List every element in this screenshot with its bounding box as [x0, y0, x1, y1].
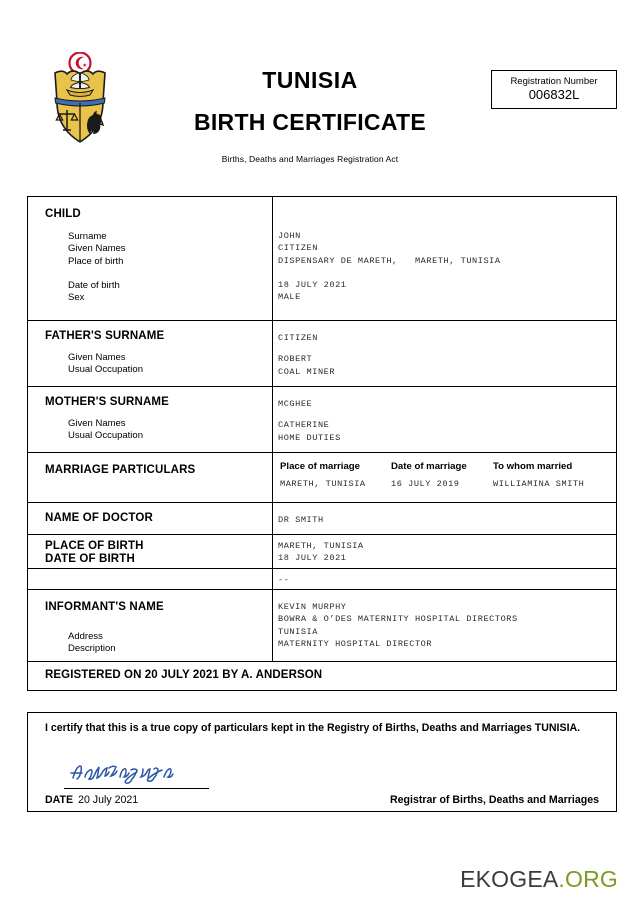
child-heading: CHILD — [45, 208, 81, 220]
child-sex-value: MALE — [278, 292, 301, 303]
certification-date — [45, 794, 138, 806]
document-header — [0, 0, 643, 190]
father-surname-value: CITIZEN — [278, 333, 318, 343]
mother-heading: MOTHER'S SURNAME — [45, 396, 169, 408]
child-given-names-label: Given Names — [68, 243, 126, 255]
marriage-date-label: Date of marriage — [391, 461, 467, 472]
date-of-birth-heading: DATE OF BIRTH — [45, 553, 135, 565]
mother-labels — [28, 387, 272, 443]
informant-values — [273, 590, 616, 650]
certificate-details-table — [27, 196, 617, 691]
handwritten-signature-icon — [68, 759, 238, 785]
child-labels — [28, 197, 272, 304]
mother-values — [273, 387, 616, 444]
informant-heading: INFORMANT'S NAME — [45, 601, 164, 613]
father-values — [273, 321, 616, 378]
mother-surname-value: MCGHEE — [278, 399, 313, 409]
page-title: BIRTH CERTIFICATE — [193, 109, 427, 136]
informant-organisation-value: BOWRA & O’DES MATERNITY HOSPITAL DIRECTORS — [278, 614, 518, 625]
father-heading: FATHER'S SURNAME — [45, 330, 165, 342]
father-given-names-label: Given Names — [68, 352, 126, 363]
signature-line — [64, 788, 209, 789]
registration-number-value: 006832L — [528, 87, 580, 103]
registration-act-subtitle: Births, Deaths and Marriages Registration Act — [221, 153, 399, 164]
table-row-doctor — [28, 503, 616, 535]
certification-box — [27, 712, 617, 812]
informant-address-value: TUNISIA — [278, 626, 318, 637]
mother-occupation-label: Usual Occupation — [68, 430, 143, 442]
place-date-labels — [28, 535, 272, 566]
title-block — [140, 68, 480, 164]
blank-dash-value: -- — [278, 575, 290, 585]
marriage-date-value: 16 JULY 2019 — [391, 479, 460, 489]
registrar-title: Registrar of Births, Deaths and Marriages — [390, 794, 599, 806]
table-row-child — [28, 197, 616, 321]
country-name: TUNISIA — [262, 67, 358, 93]
certification-date-value: 20 July 2021 — [78, 794, 139, 806]
mother-given-names-label: Given Names — [68, 418, 126, 429]
table-row-registered — [28, 662, 616, 690]
informant-description-label: Description — [68, 643, 116, 655]
registration-number-label: Registration Number — [510, 76, 598, 87]
father-occupation-label: Usual Occupation — [68, 364, 143, 376]
marriage-place-label: Place of marriage — [280, 461, 360, 472]
marriage-to-whom-label: To whom married — [493, 461, 573, 472]
brand-tld: .ORG — [558, 866, 618, 892]
father-labels — [28, 321, 272, 377]
child-surname-label: Surname — [68, 231, 107, 242]
father-occupation-value: COAL MINER — [278, 366, 336, 377]
child-place-of-birth-value: DISPENSARY DE MARETH, MARETH, TUNISIA — [278, 255, 501, 266]
date-of-birth-value: 18 JULY 2021 — [278, 553, 347, 564]
brand-name: EKOGEA — [460, 866, 559, 892]
marriage-labels — [28, 453, 272, 476]
child-place-of-birth-label: Place of birth — [68, 255, 124, 267]
doctor-heading: NAME OF DOCTOR — [45, 512, 153, 524]
place-of-birth-heading: PLACE OF BIRTH — [45, 540, 144, 552]
informant-name-value: KEVIN MURPHY — [278, 602, 347, 612]
mother-given-names-value: CATHERINE — [278, 420, 330, 431]
child-values — [273, 197, 616, 303]
child-date-of-birth-label: Date of birth — [68, 279, 120, 291]
place-of-birth-value: MARETH, TUNISIA — [278, 541, 364, 551]
child-surname-value: JOHN — [278, 231, 301, 241]
doctor-labels — [28, 503, 272, 524]
table-row-place-date-of-birth — [28, 535, 616, 569]
table-row-mother — [28, 387, 616, 453]
informant-description-value: MATERNITY HOSPITAL DIRECTOR — [278, 638, 433, 649]
doctor-values — [273, 503, 616, 526]
marriage-place-value: MARETH, TUNISIA — [280, 479, 366, 489]
doctor-name-value: DR SMITH — [278, 515, 324, 525]
child-sex-label: Sex — [68, 292, 85, 304]
registration-number-box — [491, 70, 617, 109]
blank-values — [273, 569, 616, 586]
certification-date-label: DATE — [45, 794, 74, 806]
child-given-names-value: CITIZEN — [278, 243, 318, 254]
column-divider — [272, 453, 273, 502]
father-given-names-value: ROBERT — [278, 354, 313, 365]
informant-address-label: Address — [68, 631, 103, 642]
tunisia-coat-of-arms-icon — [44, 52, 116, 150]
mother-occupation-value: HOME DUTIES — [278, 432, 341, 443]
table-row-informant — [28, 590, 616, 662]
child-date-of-birth-value: 18 JULY 2021 — [278, 279, 347, 290]
marriage-to-whom-value: WILLIAMINA SMITH — [493, 479, 585, 489]
informant-labels — [28, 590, 272, 656]
table-row-father — [28, 321, 616, 387]
registered-on-text: REGISTERED ON 20 JULY 2021 BY A. ANDERSON — [45, 669, 323, 681]
marriage-heading: MARRIAGE PARTICULARS — [45, 464, 196, 476]
ekogea-watermark-logo — [460, 866, 618, 893]
certification-statement: I certify that this is a true copy of particulars kept in the Registry of Births, Deaths and Marriages TUNISIA. — [45, 722, 581, 734]
table-row-marriage — [28, 453, 616, 503]
table-row-blank — [28, 569, 616, 590]
place-date-values — [273, 535, 616, 565]
